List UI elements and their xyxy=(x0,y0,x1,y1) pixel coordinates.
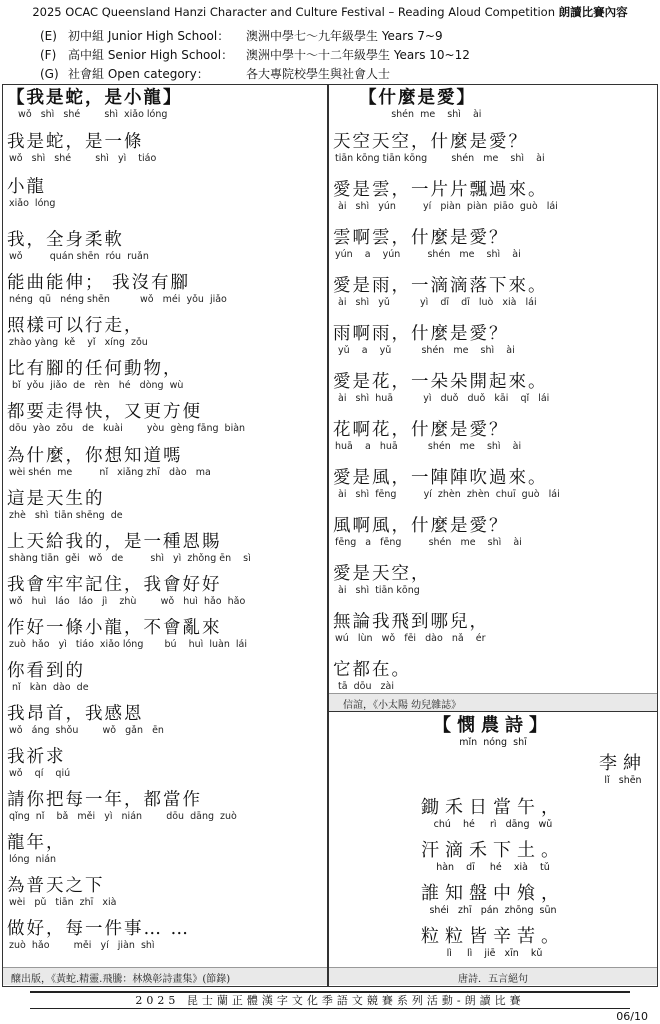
pinyin-text: wǒ shì shé shì yì tiáo xyxy=(9,153,157,164)
passage-line xyxy=(7,660,323,696)
category-desc: 各大專院校學生與社會人士 xyxy=(246,67,391,81)
pinyin-text: mǐn nóng shī xyxy=(459,737,527,748)
passage-line xyxy=(7,531,323,567)
pinyin-text: lóng nián xyxy=(9,854,57,865)
hanzi-text: 愛是雲，一片片飄過來。 xyxy=(333,180,548,200)
passage-line xyxy=(7,272,323,308)
hanzi-text: 花啊花，什麼是愛？ xyxy=(333,420,509,440)
pinyin-text: ài shì fēng yí zhèn zhèn chuī guò lái xyxy=(335,489,560,500)
hanzi-text: 我祈求 xyxy=(7,747,66,767)
passage-line xyxy=(333,611,653,647)
hanzi-text: 粒粒皆辛苦。 xyxy=(421,926,565,947)
pinyin-text: wǒ quán shēn róu ruǎn xyxy=(9,251,149,262)
category-senior xyxy=(40,46,470,62)
poem-line xyxy=(329,797,657,831)
pinyin-text: wú lùn wǒ fēi dào nǎ ér xyxy=(335,633,486,644)
pinyin-text: hàn dī hé xià tǔ xyxy=(436,862,550,873)
passage-line xyxy=(7,746,323,782)
passage-title xyxy=(7,87,323,123)
pinyin-text: huā a huā shén me shì ài xyxy=(335,441,522,452)
pinyin-text: dōu yào zǒu de kuài yòu gèng fāng biàn xyxy=(9,423,246,434)
hanzi-text: 我，全身柔軟 xyxy=(7,230,124,250)
hanzi-text: 【憫農詩】 xyxy=(433,715,553,736)
passage-line xyxy=(333,179,653,215)
hanzi-text: 你看到的 xyxy=(7,661,85,681)
left-passage-panel xyxy=(2,84,328,987)
hanzi-text: 上天給我的，是一種恩賜 xyxy=(7,532,222,552)
poem-line xyxy=(329,883,657,917)
hanzi-text: 汗滴禾下土。 xyxy=(421,840,565,861)
passage-line xyxy=(333,275,653,311)
hanzi-text: 我昂首，我感恩 xyxy=(7,704,144,724)
hanzi-text: 這是天生的 xyxy=(7,489,105,509)
pinyin-text: wǒ huì láo láo jì zhù wǒ huì hǎo hǎo xyxy=(9,596,246,607)
source-citation: 唐詩．五言絕句 xyxy=(458,974,528,985)
hanzi-text: 雨啊雨，什麼是愛？ xyxy=(333,324,509,344)
title-en: 2025 OCAC Queensland Hanzi Character and Culture Festival – Reading Aloud Competition xyxy=(32,5,559,19)
hanzi-text: 龍年， xyxy=(7,833,66,853)
pinyin-text: wèi pǔ tiān zhī xià xyxy=(9,897,117,908)
hanzi-text: 我是蛇，是一條 xyxy=(7,132,144,152)
hanzi-text: 【我是蛇，是小龍】 xyxy=(7,88,183,108)
right-passage-panel xyxy=(328,84,658,987)
category-desc: 澳洲中學十～十二年級學生 Years 10~12 xyxy=(246,48,470,62)
source-citation: 信誼，《小太陽 幼兒雜誌》 xyxy=(343,700,462,711)
category-name: 高中組 Senior High School： xyxy=(68,48,234,62)
passage-line xyxy=(333,467,653,503)
passage-line xyxy=(7,445,323,481)
hanzi-text: 愛是雨，一滴滴落下來。 xyxy=(333,276,548,296)
hanzi-text: 天空天空，什麼是愛？ xyxy=(333,132,528,152)
pinyin-text: yún a yún shén me shì ài xyxy=(335,249,521,260)
category-junior xyxy=(40,27,443,43)
hanzi-text: 能曲能伸； 我沒有腳 xyxy=(7,273,191,293)
pinyin-text: ài shì huā yì duǒ duǒ kāi qǐ lái xyxy=(335,393,550,404)
passage-title xyxy=(359,87,653,123)
hanzi-text: 都要走得快，又更方便 xyxy=(7,402,202,422)
passage-line xyxy=(333,227,653,263)
passage-line xyxy=(7,789,323,825)
hanzi-text: 做好，每一件事… … xyxy=(7,919,191,939)
category-open xyxy=(40,65,390,81)
hanzi-text: 我會牢牢記住，我會好好 xyxy=(7,575,222,595)
footer-banner: 2025 昆士蘭正體漢字文化季語文競賽系列活動-朗讀比賽 xyxy=(30,991,630,1009)
passage-line xyxy=(7,617,323,653)
hanzi-text: 愛是風，一陣陣吹過來。 xyxy=(333,468,548,488)
hanzi-text: 愛是花，一朵朵開起來。 xyxy=(333,372,548,392)
pinyin-text: ài shì yún yí piàn piàn piāo guò lái xyxy=(335,201,558,212)
poem-author xyxy=(599,753,647,787)
passage-line xyxy=(333,419,653,455)
pinyin-text: bǐ yǒu jiǎo de rèn hé dòng wù xyxy=(9,380,184,391)
pinyin-text: zuò hǎo měi yí jiàn shì xyxy=(9,940,155,951)
passage-line xyxy=(333,563,653,599)
category-code: (G) xyxy=(40,67,59,81)
pinyin-text: lì lì jiē xīn kǔ xyxy=(443,948,543,959)
hanzi-text: 照樣可以行走， xyxy=(7,316,144,336)
pinyin-text: shéi zhī pán zhōng sūn xyxy=(429,905,557,916)
passage-line xyxy=(7,488,323,524)
page-number: 06/10 xyxy=(616,1010,648,1023)
passage-line xyxy=(7,875,323,911)
pinyin-text: lǐ shēn xyxy=(604,775,642,786)
pinyin-text: wǒ shì shé shì xiǎo lóng xyxy=(9,109,168,120)
passage-line xyxy=(7,131,323,167)
hanzi-text: 鋤禾日當午， xyxy=(421,797,565,818)
passage-line xyxy=(333,515,653,551)
pinyin-text: zuò hǎo yì tiáo xiǎo lóng bú huì luàn lái xyxy=(9,639,247,650)
title-zh: 朗讀比賽內容 xyxy=(558,5,628,19)
hanzi-text: 風啊風，什麼是愛？ xyxy=(333,516,509,536)
hanzi-text: 比有腳的任何動物， xyxy=(7,359,183,379)
passage-line xyxy=(7,832,323,868)
pinyin-text: wǒ qí qiú xyxy=(9,768,71,779)
hanzi-text: 作好一條小龍，不會亂來 xyxy=(7,618,222,638)
passage-line xyxy=(7,176,323,212)
page-title xyxy=(0,4,660,20)
category-code: (F) xyxy=(40,48,57,62)
hanzi-text: 愛是天空， xyxy=(333,564,431,584)
pinyin-text: fēng a fēng shén me shì ài xyxy=(335,537,522,548)
passage-line xyxy=(7,358,323,394)
hanzi-text: 為什麼，你想知道嗎 xyxy=(7,446,183,466)
passage-line xyxy=(333,323,653,359)
pinyin-text: shén me shì ài xyxy=(361,109,482,120)
poem-line xyxy=(329,926,657,960)
poem-title xyxy=(329,715,657,749)
pinyin-text: wǒ áng shǒu wǒ gǎn ēn xyxy=(9,725,164,736)
passage-line xyxy=(333,659,653,695)
hanzi-text: 誰知盤中飧， xyxy=(421,883,565,904)
passage-line xyxy=(7,229,323,265)
poem-line xyxy=(329,840,657,874)
hanzi-text: 無論我飛到哪兒， xyxy=(333,612,489,632)
pinyin-text: chú hé rì dāng wǔ xyxy=(433,819,553,830)
hanzi-text: 小龍 xyxy=(7,177,46,197)
hanzi-text: 【什麼是愛】 xyxy=(359,88,476,108)
divider xyxy=(329,711,657,712)
passage-line xyxy=(7,918,323,954)
category-name: 初中組 Junior High School： xyxy=(68,29,230,43)
pinyin-text: qǐng nǐ bǎ měi yì nián dōu dāng zuò xyxy=(9,811,237,822)
category-desc: 澳洲中學七～九年級學生 Years 7~9 xyxy=(246,29,443,43)
pinyin-text: xiǎo lóng xyxy=(9,198,56,209)
hanzi-text: 它都在。 xyxy=(333,660,411,680)
pinyin-text: néng qū néng shēn wǒ méi yǒu jiǎo xyxy=(9,294,227,305)
pinyin-text: tiān kōng tiān kōng shén me shì ài xyxy=(335,153,545,164)
pinyin-text: ài shì tiān kōng xyxy=(335,585,420,596)
passage-line xyxy=(333,131,653,167)
pinyin-text: zhào yàng kě yǐ xíng zǒu xyxy=(9,337,148,348)
passage-line xyxy=(7,574,323,610)
category-code: (E) xyxy=(40,29,57,43)
passage-line xyxy=(7,703,323,739)
passage-line xyxy=(7,401,323,437)
hanzi-text: 雲啊雲，什麼是愛？ xyxy=(333,228,509,248)
pinyin-text: tā dōu zài xyxy=(335,681,394,692)
source-citation: 醸出版，《黃蛇.精靈.飛騰：林煥彰詩畫集》(節錄) xyxy=(11,974,231,985)
pinyin-text: shàng tiān gěi wǒ de shì yì zhǒng ēn sì xyxy=(9,553,251,564)
passage-line xyxy=(333,371,653,407)
pinyin-text: zhè shì tiān shēng de xyxy=(9,510,123,521)
hanzi-text: 為普天之下 xyxy=(7,876,105,896)
pinyin-text: ài shì yǔ yì dī dī luò xià lái xyxy=(335,297,537,308)
pinyin-text: wèi shén me nǐ xiǎng zhī dào ma xyxy=(9,467,211,478)
hanzi-text: 請你把每一年，都當作 xyxy=(7,790,202,810)
passage-line xyxy=(7,315,323,351)
hanzi-text: 李紳 xyxy=(599,753,647,774)
pinyin-text: nǐ kàn dào de xyxy=(9,682,89,693)
category-name: 社會組 Open category： xyxy=(68,67,209,81)
pinyin-text: yǔ a yǔ shén me shì ài xyxy=(335,345,515,356)
